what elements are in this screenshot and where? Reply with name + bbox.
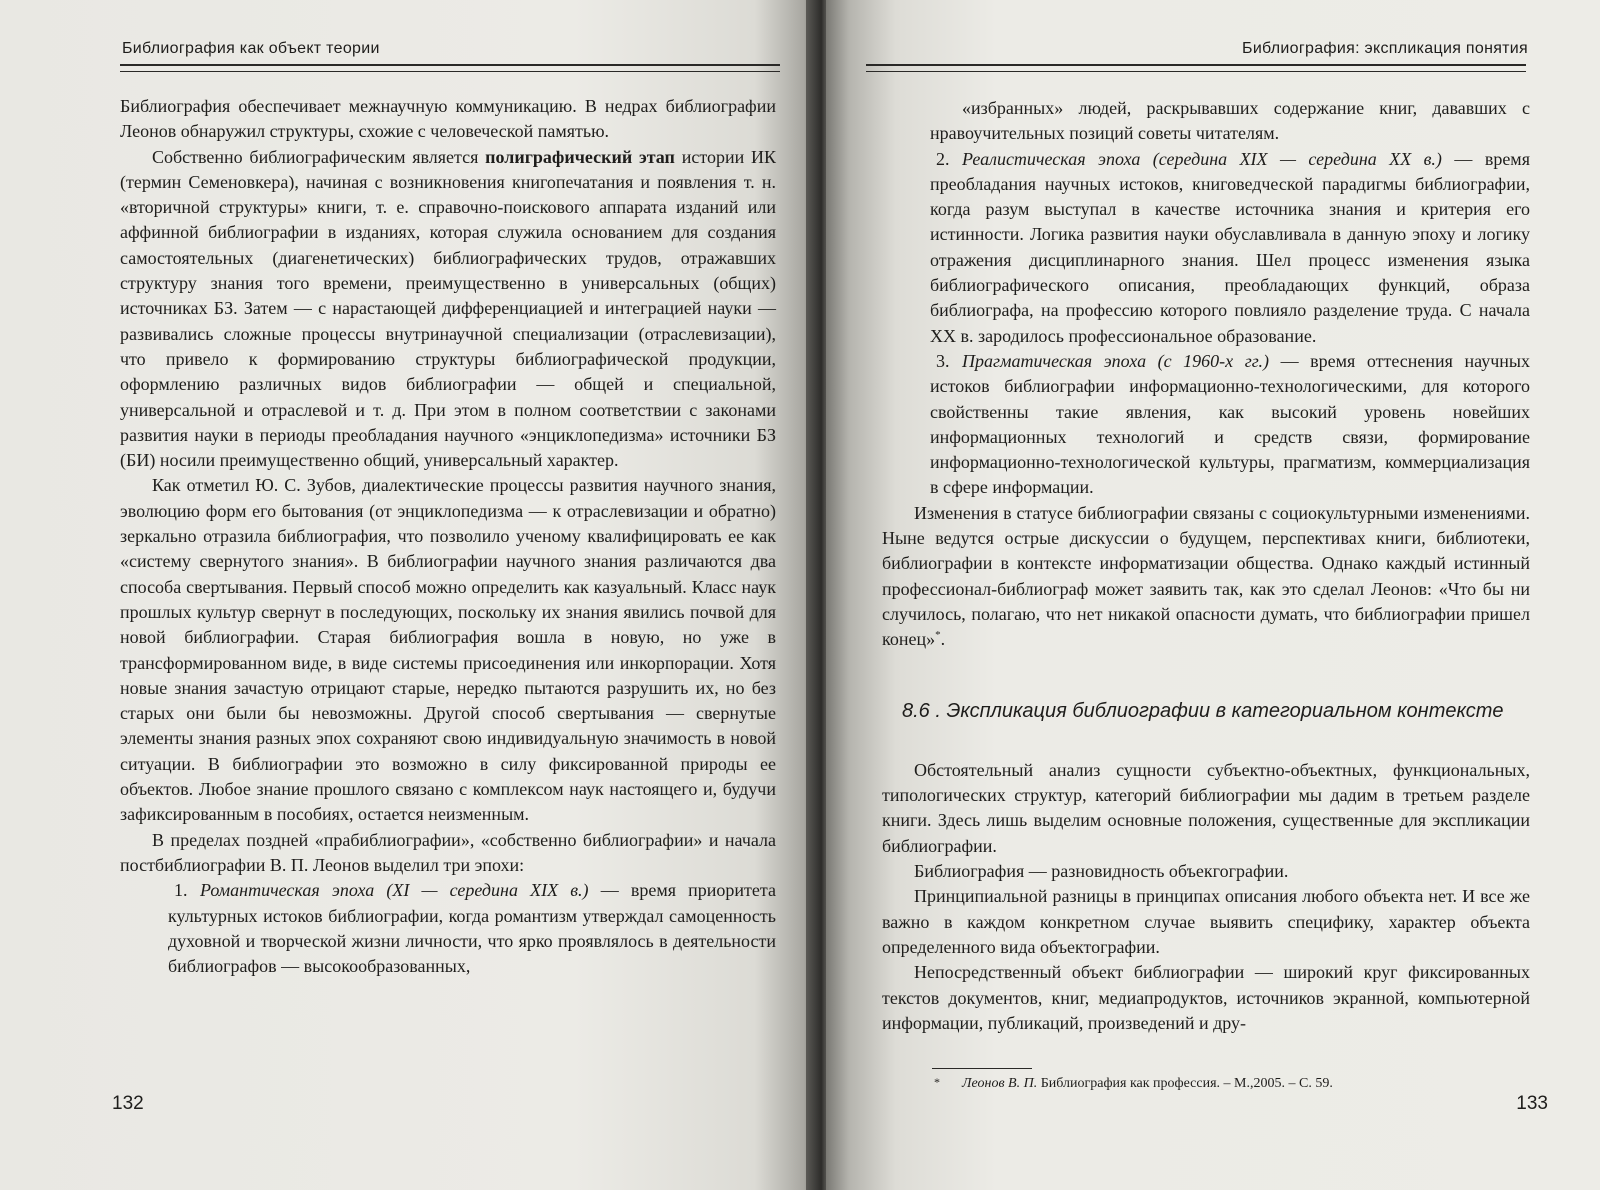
right-page [826,0,1600,1190]
paragraph-text: . [940,629,946,650]
footnote [882,1075,1530,1093]
paragraph-text: Собственно библиографическим является [152,146,486,167]
list-number: 1. [174,880,188,901]
epoch-title: Реалистическая эпоха (середина XIX — середина XX в.) [962,148,1442,169]
list-item-2 [882,147,1530,349]
paragraph: Принципиальной разницы в принципах описания любого объекта нет. И все же важно в каждом конкретном случае выявить специфику, характер объекта определенного вида объектографии. [882,886,1530,957]
header-rule-right [866,64,1526,72]
list-item-1 [120,878,776,979]
running-head-left: Библиография как объект теории [122,40,380,57]
paragraph: Непосредственный объект библиографии — широкий круг фиксированных текстов документов, книг, медиапродуктов, источников экранной, компьютерной информации, публикаций, произведений и дру- [882,962,1530,1033]
list-text: — время оттеснения научных истоков библиографии информационно-технологическими, для которого свойственны такие явления, как высокий уровень новейших информационных технологий и средств связи, формирование информационно-технологической культуры, прагматизм, коммерциализация в сфере информации. [930,350,1530,498]
header-rule-left [120,64,780,72]
paragraph: Как отметил Ю. С. Зубов, диалектические процессы развития научного знания, эволюцию форм его бытования (от энциклопедизма — к отраслевизации и обратно) зеркально отразила библиография, что позволило ученому квалифицировать ее как «систему свернутого знания». В библиографии научного знания различаются два способа свертывания. Первый способ можно определить как казуальный. Класс наук прошлых культур свернут в последующих, поскольку их знания явились почвой для новой библиографии. Старая библиография вошла в новую, но уже в трансформированном виде, в виде системы присоединения или инкорпорации. Хотя новые знания зачастую отрицают старые, нередко пытаются разрушить их, но без старых они были бы невозможны. Другой способ свертывания — свернутые элементы знания разных эпох сохраняют свою индивидуальную значимость в новой ситуации. В библиографии это возможно в силу фиксированной природы ее объектов. Любое знание прошлого связано с комплексом наук настоящего и, будучи зафиксированным в пособиях, остается неизменным. [120,475,776,825]
list-text: — время приоритета культурных истоков библиографии, когда романтизм утверждал самоценность духовной и творческой жизни личности, что ярко проявлялось в деятельности библиографов — высокообразованных, [168,880,776,977]
footnote-text: Библиография как профессия. – М.,2005. – С. 59. [1037,1076,1333,1092]
list-item-1-continued: «избранных» людей, раскрывавших содержание книг, дававших с нравоучительных позиций советы читателям. [930,98,1530,144]
footnote-marker: * [935,629,941,642]
list-number: 3. [936,350,950,371]
list-number: 2. [936,148,950,169]
footnote-author: Леонов В. П. [962,1076,1038,1092]
page-number-right: 133 [1516,1093,1548,1114]
bold-term: полиграфический этап [485,146,675,167]
footnote-star: * [934,1075,940,1090]
paragraph-text: истории ИК (термин Семеновкера), начиная с возникновения книгопечатания и появления т. н. «вторичной структуры» книги, т. е. справочно-поискового аппарата изданий или аффинной библиографии в изданиях, которая служила основанием для создания самостоятельных (диагенетических) библиографических трудов, отражавших структуру знания того времени, преимущественно в универсальных (общих) источниках БЗ. Затем — с нарастающей дифференциацией и интеграцией науки — развивались сложные процессы внутринаучной специализации (отраслевизации), что привело к формированию структуры библиографической продукции, оформлению различных видов библиографии — общей и специальной, универсальной и отраслевой и т. д. При этом в полном соответствии с законами развития науки в периоды преобладания научного «энциклопедизма» источники БЗ (БИ) носили преимущественно общий, универсальный характер. [120,146,776,471]
paragraph: Обстоятельный анализ сущности субъектно-объектных, функциональных, типологических структур, категорий библиографии мы дадим в третьем разделе книги. Здесь лишь выделим основные положения, существенные для экспликации библиографии. [882,759,1530,856]
paragraph [882,501,1530,653]
running-head-right: Библиография: экспликация понятия [1242,40,1528,57]
paragraph: Библиография — разновидность объекгографии. [914,861,1289,882]
footnote-rule [932,1068,1032,1069]
epoch-title: Романтическая эпоха (XI — середина XIX в.) [200,880,589,901]
list-item-3 [882,349,1530,501]
paragraph: Библиография обеспечивает межнаучную коммуникацию. В недрах библиографии Леонов обнаружил структуры, схожие с человеческой памятью. [120,96,776,142]
list-text: — время преобладания научных истоков, книговедческой парадигмы библиографии, когда разум выступал в качестве источника знания и критерия его истинности. Логика развития науки обуславливала в данную эпоху и логику отражения дисциплинарного знания. Шел процесс изменения языка библиографического описания, преобладающих функций, образа библиографа, на профессию которого повлияло разделение труда. С начала XX в. зародилось профессиональное образование. [930,148,1530,346]
paragraph: В пределах поздней «прабиблиографии», «собственно библиографии» и начала постбиблиографии В. П. Леонов выделил три эпохи: [120,829,776,875]
epoch-title: Прагматическая эпоха (с 1960-х гг.) [962,350,1270,371]
footnote-body [932,1075,1530,1093]
left-page-text [120,94,776,979]
right-page-text [882,96,1530,1093]
page-number-left: 132 [112,1093,144,1114]
section-heading: 8.6 . Экспликация библиографии в категориальном контексте [902,699,1504,722]
paragraph [120,145,776,474]
paragraph-text: Изменения в статусе библиографии связаны с социокультурными изменениями. Ныне ведутся острые дискуссии о будущем, перспективах книги, библиотеки, библиографии в контексте информатизации общества. Однако каждый истинный профессионал-библиограф может заявить так, как это сделал Леонов: «Что бы ни случилось, полагаю, что нет никакой опасности думать, что библиографии пришел конец» [882,502,1530,650]
